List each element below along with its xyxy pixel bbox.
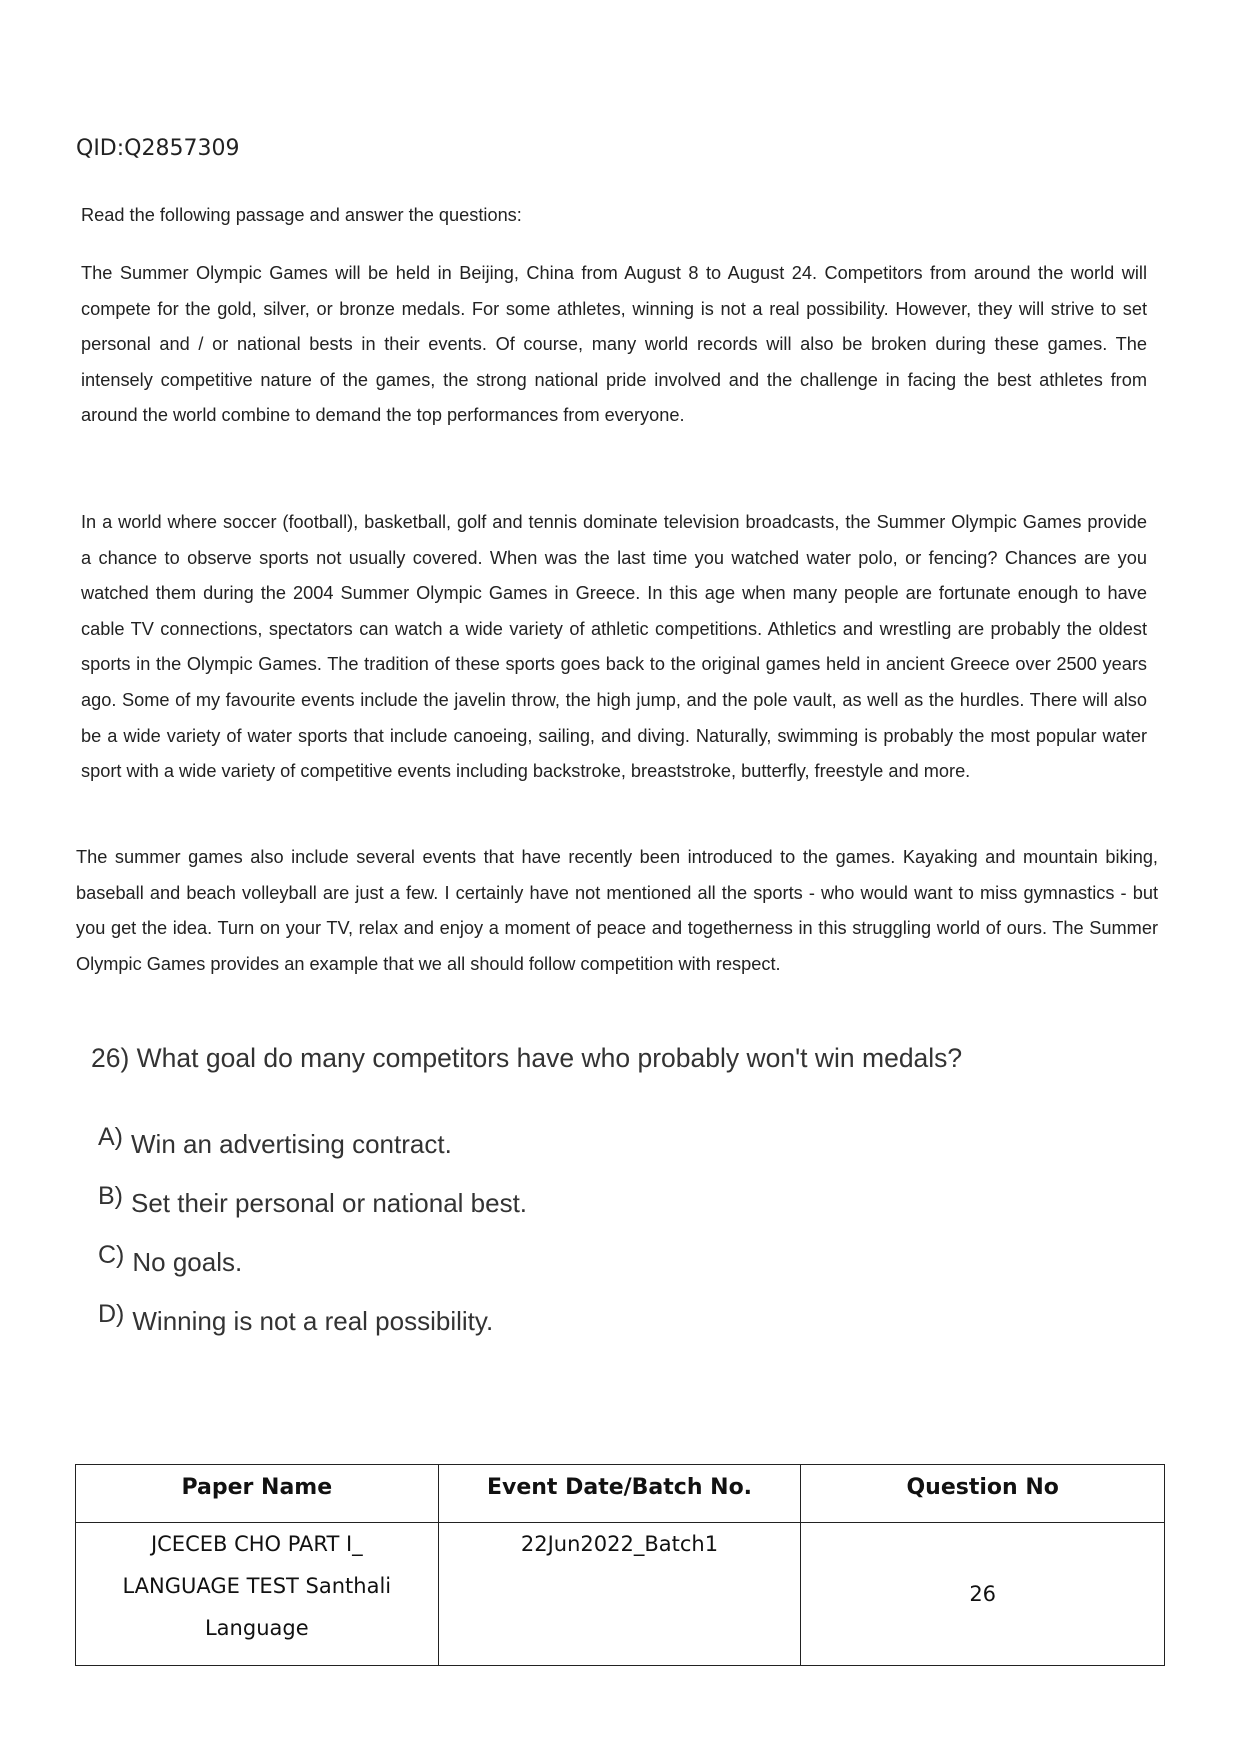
option-b-text: Set their personal or national best. — [131, 1188, 528, 1218]
header-event-batch: Event Date/Batch No. — [438, 1465, 801, 1523]
cell-event-batch — [438, 1523, 801, 1666]
table-header-row — [76, 1465, 1165, 1523]
passage-paragraph-2: In a world where soccer (football), basketball, golf and tennis dominate television broadcasts, the Summer Olympic Games provide a chance to observe sports not usually covered. When was the last time you watched water polo, or fencing? Chances are you watched them during the 2004 Summer Olympic Games in Greece. In this age when many people are fortunate enough to have cable TV connections, spectators can watch a wide variety of athletic competitions. Athletics and wrestling are probably the oldest sports in the Olympic Games. The tradition of these sports goes back to the original games held in ancient Greece over 2500 years ago. Some of my favourite events include the javelin throw, the high jump, and the pole vault, as well as the hurdles. There will also be a wide variety of water sports that include canoeing, sailing, and diving. Naturally, swimming is probably the most popular water sport with a wide variety of competitive events including backstroke, breaststroke, butterfly, freestyle and more. — [81, 512, 1147, 782]
option-a-letter: A) — [98, 1123, 123, 1151]
option-c — [98, 1241, 243, 1278]
header-paper-name: Paper Name — [76, 1465, 439, 1523]
option-b — [98, 1182, 528, 1219]
cell-question-no — [801, 1523, 1165, 1666]
passage-paragraph-1: The Summer Olympic Games will be held in Beijing, China from August 8 to August 24. Competitors from around the world will compete for the gold, silver, or bronze medals. For some athletes, winning is not a real possibility. However, they will strive to set personal and / or national bests in their events. Of course, many world records will also be broken during these games. The intensely competitive nature of the games, the strong national pride involved and the challenge in facing the best athletes from around the world combine to demand the top performances from everyone. — [81, 263, 1147, 426]
header-question-no: Question No — [801, 1465, 1165, 1523]
paper-name-line-1: JCECEB CHO PART I_ — [150, 1532, 363, 1556]
question-metadata-table — [75, 1464, 1165, 1666]
option-a-text: Win an advertising contract. — [131, 1129, 452, 1159]
option-d-text: Winning is not a real possibility. — [132, 1306, 494, 1336]
passage-paragraph-3: The summer games also include several events that have recently been introduced to the games. Kayaking and mountain biking, baseball and beach volleyball are just a few. I certainly have not mentioned all the sports - who would want to miss gymnastics - but you get the idea. Turn on your TV, relax and enjoy a moment of peace and togetherness in this struggling world of ours. The Summer Olympic Games provides an example that we all should follow competition with respect. — [76, 847, 1158, 974]
question-text: 26) What goal do many competitors have who probably won't win medals? — [91, 1043, 963, 1073]
paper-name-line-3: Language — [204, 1616, 309, 1640]
option-c-letter: C) — [98, 1241, 125, 1269]
question-no-value: 26 — [969, 1582, 997, 1606]
option-d-letter: D) — [98, 1300, 125, 1328]
question-id: QID:Q2857309 — [76, 136, 240, 161]
table-row — [76, 1523, 1165, 1666]
option-b-letter: B) — [98, 1182, 123, 1210]
passage-instruction: Read the following passage and answer the questions: — [81, 205, 522, 225]
option-a — [98, 1123, 452, 1160]
event-batch-value: 22Jun2022_Batch1 — [520, 1532, 719, 1556]
paper-name-line-2: LANGUAGE TEST Santhali — [122, 1574, 392, 1598]
cell-paper-name — [76, 1523, 439, 1666]
option-d — [98, 1300, 494, 1337]
option-c-text: No goals. — [132, 1247, 243, 1277]
